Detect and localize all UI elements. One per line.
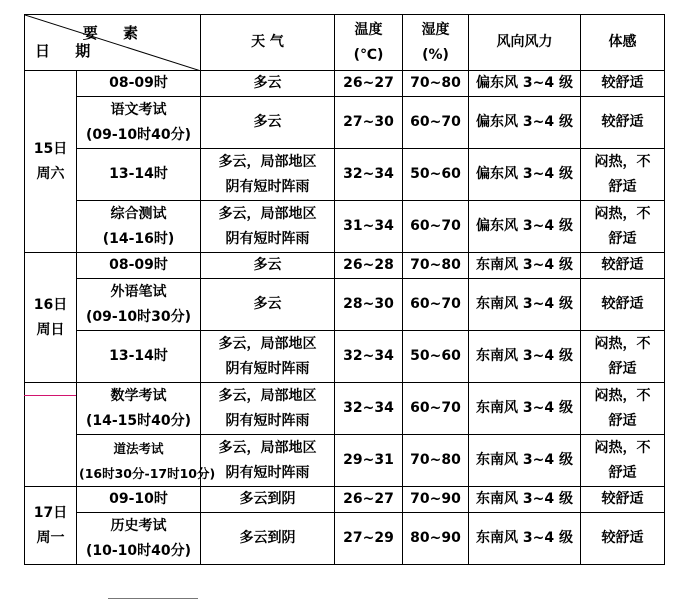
row-temperature: 31~34 [335, 201, 403, 253]
row-feel-line: 较舒适 [601, 75, 644, 91]
row-feel-line: 较舒适 [601, 257, 644, 273]
day-date: 16日 [33, 296, 68, 313]
header-temperature: 温度 (℃) [335, 15, 403, 71]
row-temperature: 26~27 [335, 487, 403, 513]
row-period-line: 13-14时 [109, 166, 168, 182]
row-wind: 东南风 3~4 级 [469, 253, 581, 279]
row-temperature: 29~31 [335, 435, 403, 487]
day-weekday: 周六 [36, 165, 65, 182]
row-weather-line: 阴有短时阵雨 [225, 178, 310, 195]
page-edge-mark [108, 598, 198, 603]
row-weather-line: 多云，局部地区 [218, 439, 317, 456]
row-wind: 东南风 3~4 级 [469, 487, 581, 513]
row-feel [581, 331, 665, 383]
row-temperature: 27~29 [335, 513, 403, 565]
row-feel-line: 舒适 [608, 178, 637, 195]
table-row [25, 97, 665, 149]
row-wind: 东南风 3~4 级 [469, 435, 581, 487]
row-period-line: 13-14时 [109, 348, 168, 364]
row-weather [201, 71, 335, 97]
row-feel [581, 513, 665, 565]
row-wind: 偏东风 3~4 级 [469, 71, 581, 97]
row-weather-line: 阴有短时阵雨 [225, 412, 310, 429]
row-period-line: (10-10时40分) [85, 542, 192, 559]
row-feel-line: 较舒适 [601, 296, 644, 312]
row-period [77, 201, 201, 253]
table-row [25, 201, 665, 253]
row-humidity: 50~60 [403, 149, 469, 201]
pink-divider [24, 395, 76, 396]
row-feel [581, 71, 665, 97]
row-humidity: 60~70 [403, 201, 469, 253]
row-humidity: 60~70 [403, 279, 469, 331]
header-wind: 风向风力 [469, 15, 581, 71]
header-elements-label: 要 素 [82, 24, 148, 42]
row-humidity: 60~70 [403, 97, 469, 149]
row-period-line: 数学考试 [110, 387, 167, 404]
row-temperature: 32~34 [335, 383, 403, 435]
row-period-line: (09-10时30分) [85, 308, 192, 325]
row-feel [581, 383, 665, 435]
row-humidity: 80~90 [403, 513, 469, 565]
row-period-line: 综合测试 [110, 205, 167, 222]
row-weather-line: 多云到阴 [239, 530, 296, 546]
row-period-line: (14-15时40分) [85, 412, 192, 429]
row-period [77, 279, 201, 331]
row-weather-line: 多云到阴 [239, 491, 296, 507]
row-humidity: 50~60 [403, 331, 469, 383]
table-row [25, 71, 665, 97]
day-weekday: 周日 [36, 321, 65, 338]
row-temperature: 28~30 [335, 279, 403, 331]
row-weather [201, 201, 335, 253]
row-period-line: 道法考试 [113, 440, 164, 456]
row-humidity: 70~80 [403, 71, 469, 97]
day-weekday: 周一 [36, 529, 65, 546]
row-humidity: 70~80 [403, 253, 469, 279]
row-weather-line: 多云，局部地区 [218, 205, 317, 222]
row-period-line: 语文考试 [110, 101, 167, 118]
row-weather-line: 多云 [253, 114, 282, 130]
day-cell [25, 487, 77, 565]
weather-forecast-table [24, 14, 665, 565]
row-humidity: 70~90 [403, 487, 469, 513]
row-humidity: 60~70 [403, 383, 469, 435]
header-date-label: 日 期 [35, 42, 101, 60]
row-temperature: 32~34 [335, 331, 403, 383]
row-temperature: 26~28 [335, 253, 403, 279]
row-weather [201, 331, 335, 383]
row-period [77, 487, 201, 513]
row-weather-line: 多云 [253, 296, 282, 312]
row-period-line: 08-09时 [109, 75, 168, 91]
row-period-line: (16时30分-17时10分) [79, 465, 216, 481]
table-row [25, 331, 665, 383]
header-humidity: 湿度 (%) [403, 15, 469, 71]
row-feel [581, 149, 665, 201]
day-cell [25, 253, 77, 383]
header-weather: 天 气 [201, 15, 335, 71]
row-period-line: (14-16时) [102, 230, 175, 247]
row-weather [201, 149, 335, 201]
table-row [25, 149, 665, 201]
row-wind: 东南风 3~4 级 [469, 383, 581, 435]
row-weather [201, 513, 335, 565]
day-date: 17日 [33, 504, 68, 521]
row-period [77, 97, 201, 149]
row-period-line: 外语笔试 [110, 283, 167, 300]
row-period-line: (09-10时40分) [85, 126, 192, 143]
row-weather-line: 阴有短时阵雨 [225, 230, 310, 247]
row-weather-line: 阴有短时阵雨 [225, 360, 310, 377]
row-wind: 偏东风 3~4 级 [469, 201, 581, 253]
row-feel-line: 闷热，不 [594, 335, 651, 352]
row-period [77, 149, 201, 201]
row-feel [581, 201, 665, 253]
day-cell [25, 71, 77, 253]
row-period-line: 09-10时 [109, 491, 168, 507]
table-row [25, 383, 665, 435]
row-feel-line: 闷热，不 [594, 153, 651, 170]
row-feel-line: 舒适 [608, 360, 637, 377]
row-weather-line: 多云 [253, 75, 282, 91]
row-feel-line: 较舒适 [601, 114, 644, 130]
row-weather [201, 435, 335, 487]
row-feel [581, 487, 665, 513]
row-feel-line: 较舒适 [601, 530, 644, 546]
row-feel [581, 279, 665, 331]
row-weather [201, 279, 335, 331]
row-feel-line: 舒适 [608, 230, 637, 247]
row-feel-line: 闷热，不 [594, 439, 651, 456]
row-feel-line: 闷热，不 [594, 387, 651, 404]
day-cell-blank [25, 383, 77, 487]
row-period [77, 331, 201, 383]
row-weather-line: 多云，局部地区 [218, 335, 317, 352]
row-weather [201, 97, 335, 149]
row-period [77, 513, 201, 565]
row-period [77, 253, 201, 279]
row-feel-line: 舒适 [608, 412, 637, 429]
row-temperature: 26~27 [335, 71, 403, 97]
row-feel-line: 舒适 [608, 464, 637, 481]
row-wind: 东南风 3~4 级 [469, 331, 581, 383]
header-feel: 体感 [581, 15, 665, 71]
row-feel [581, 253, 665, 279]
row-period-line: 08-09时 [109, 257, 168, 273]
row-wind: 东南风 3~4 级 [469, 513, 581, 565]
row-weather-line: 多云 [253, 257, 282, 273]
row-weather-line: 阴有短时阵雨 [225, 464, 310, 481]
row-weather-line: 多云，局部地区 [218, 153, 317, 170]
table-row [25, 487, 665, 513]
row-period [77, 383, 201, 435]
table-row [25, 279, 665, 331]
row-period [77, 71, 201, 97]
row-wind: 偏东风 3~4 级 [469, 97, 581, 149]
header-row [25, 15, 665, 71]
row-temperature: 32~34 [335, 149, 403, 201]
table-row [25, 253, 665, 279]
diagonal-header-cell [25, 15, 201, 71]
row-period [77, 435, 216, 487]
row-feel [581, 97, 665, 149]
table-row [25, 435, 665, 487]
row-weather [201, 383, 335, 435]
table-row [25, 513, 665, 565]
row-weather [201, 487, 335, 513]
row-feel-line: 闷热，不 [594, 205, 651, 222]
row-wind: 东南风 3~4 级 [469, 279, 581, 331]
row-temperature: 27~30 [335, 97, 403, 149]
row-wind: 偏东风 3~4 级 [469, 149, 581, 201]
row-humidity: 70~80 [403, 435, 469, 487]
row-feel [581, 435, 665, 487]
row-feel-line: 较舒适 [601, 491, 644, 507]
row-weather [201, 253, 335, 279]
row-period-line: 历史考试 [110, 517, 167, 534]
day-date: 15日 [33, 140, 68, 157]
row-weather-line: 多云，局部地区 [218, 387, 317, 404]
